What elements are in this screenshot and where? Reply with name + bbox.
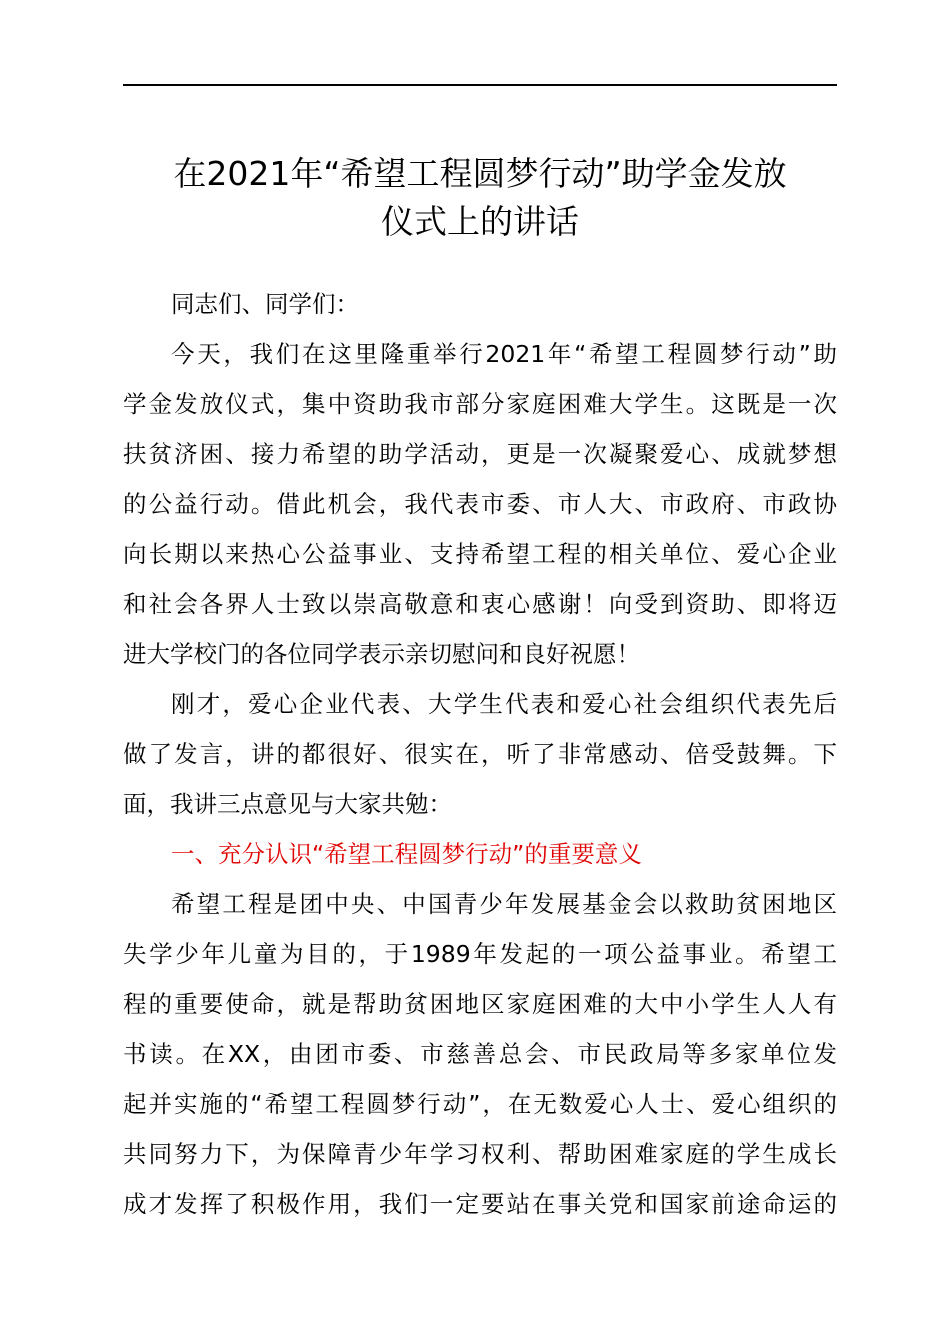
header-rule	[123, 84, 837, 86]
paragraph-line: 进大学校门的各位同学表示亲切慰问和良好祝愿！	[123, 640, 640, 668]
paragraph-line: 起并实施的“希望工程圆梦行动”，在无数爱心人士、爱心组织的	[123, 1090, 837, 1118]
paragraph-line: 刚才，爱心企业代表、大学生代表和爱心社会组织代表先后	[171, 690, 837, 718]
paragraph-line: 希望工程是团中央、中国青少年发展基金会以救助贫困地区	[171, 890, 837, 918]
paragraph-line: 面，我讲三点意见与大家共勉：	[123, 790, 452, 818]
paragraph-line: 的公益行动。借此机会，我代表市委、市人大、市政府、市政协	[123, 490, 837, 518]
paragraph-line: 成才发挥了积极作用，我们一定要站在事关党和国家前途命运的	[123, 1190, 837, 1218]
paragraph-line: 做了发言，讲的都很好、很实在，听了非常感动、倍受鼓舞。下	[123, 740, 837, 768]
title-line-1: 在2021年“希望工程圆梦行动”助学金发放	[173, 154, 787, 193]
paragraph-line: 向长期以来热心公益事业、支持希望工程的相关单位、爱心企业	[123, 540, 837, 568]
paragraph-line: 和社会各界人士致以崇高敬意和衷心感谢！向受到资助、即将迈	[123, 590, 837, 618]
paragraph-line: 扶贫济困、接力希望的助学活动，更是一次凝聚爱心、成就梦想	[123, 440, 837, 468]
paragraph-line: 失学少年儿童为目的，于1989年发起的一项公益事业。希望工	[123, 940, 837, 968]
section-heading: 一、充分认识“希望工程圆梦行动”的重要意义	[171, 840, 642, 868]
paragraph-line: 书读。在XX，由团市委、市慈善总会、市民政局等多家单位发	[123, 1040, 837, 1068]
page-title	[110, 150, 850, 246]
paragraph-line: 共同努力下，为保障青少年学习权利、帮助困难家庭的学生成长	[123, 1140, 837, 1168]
speech-body	[123, 279, 837, 1229]
title-line-2: 仪式上的讲话	[381, 202, 579, 241]
paragraph-line: 今天，我们在这里隆重举行2021年“希望工程圆梦行动”助	[171, 340, 837, 368]
paragraph-line: 程的重要使命，就是帮助贫困地区家庭困难的大中小学生人人有	[123, 990, 837, 1018]
salutation: 同志们、同学们：	[171, 290, 359, 318]
paragraph-line: 学金发放仪式，集中资助我市部分家庭困难大学生。这既是一次	[123, 390, 837, 418]
